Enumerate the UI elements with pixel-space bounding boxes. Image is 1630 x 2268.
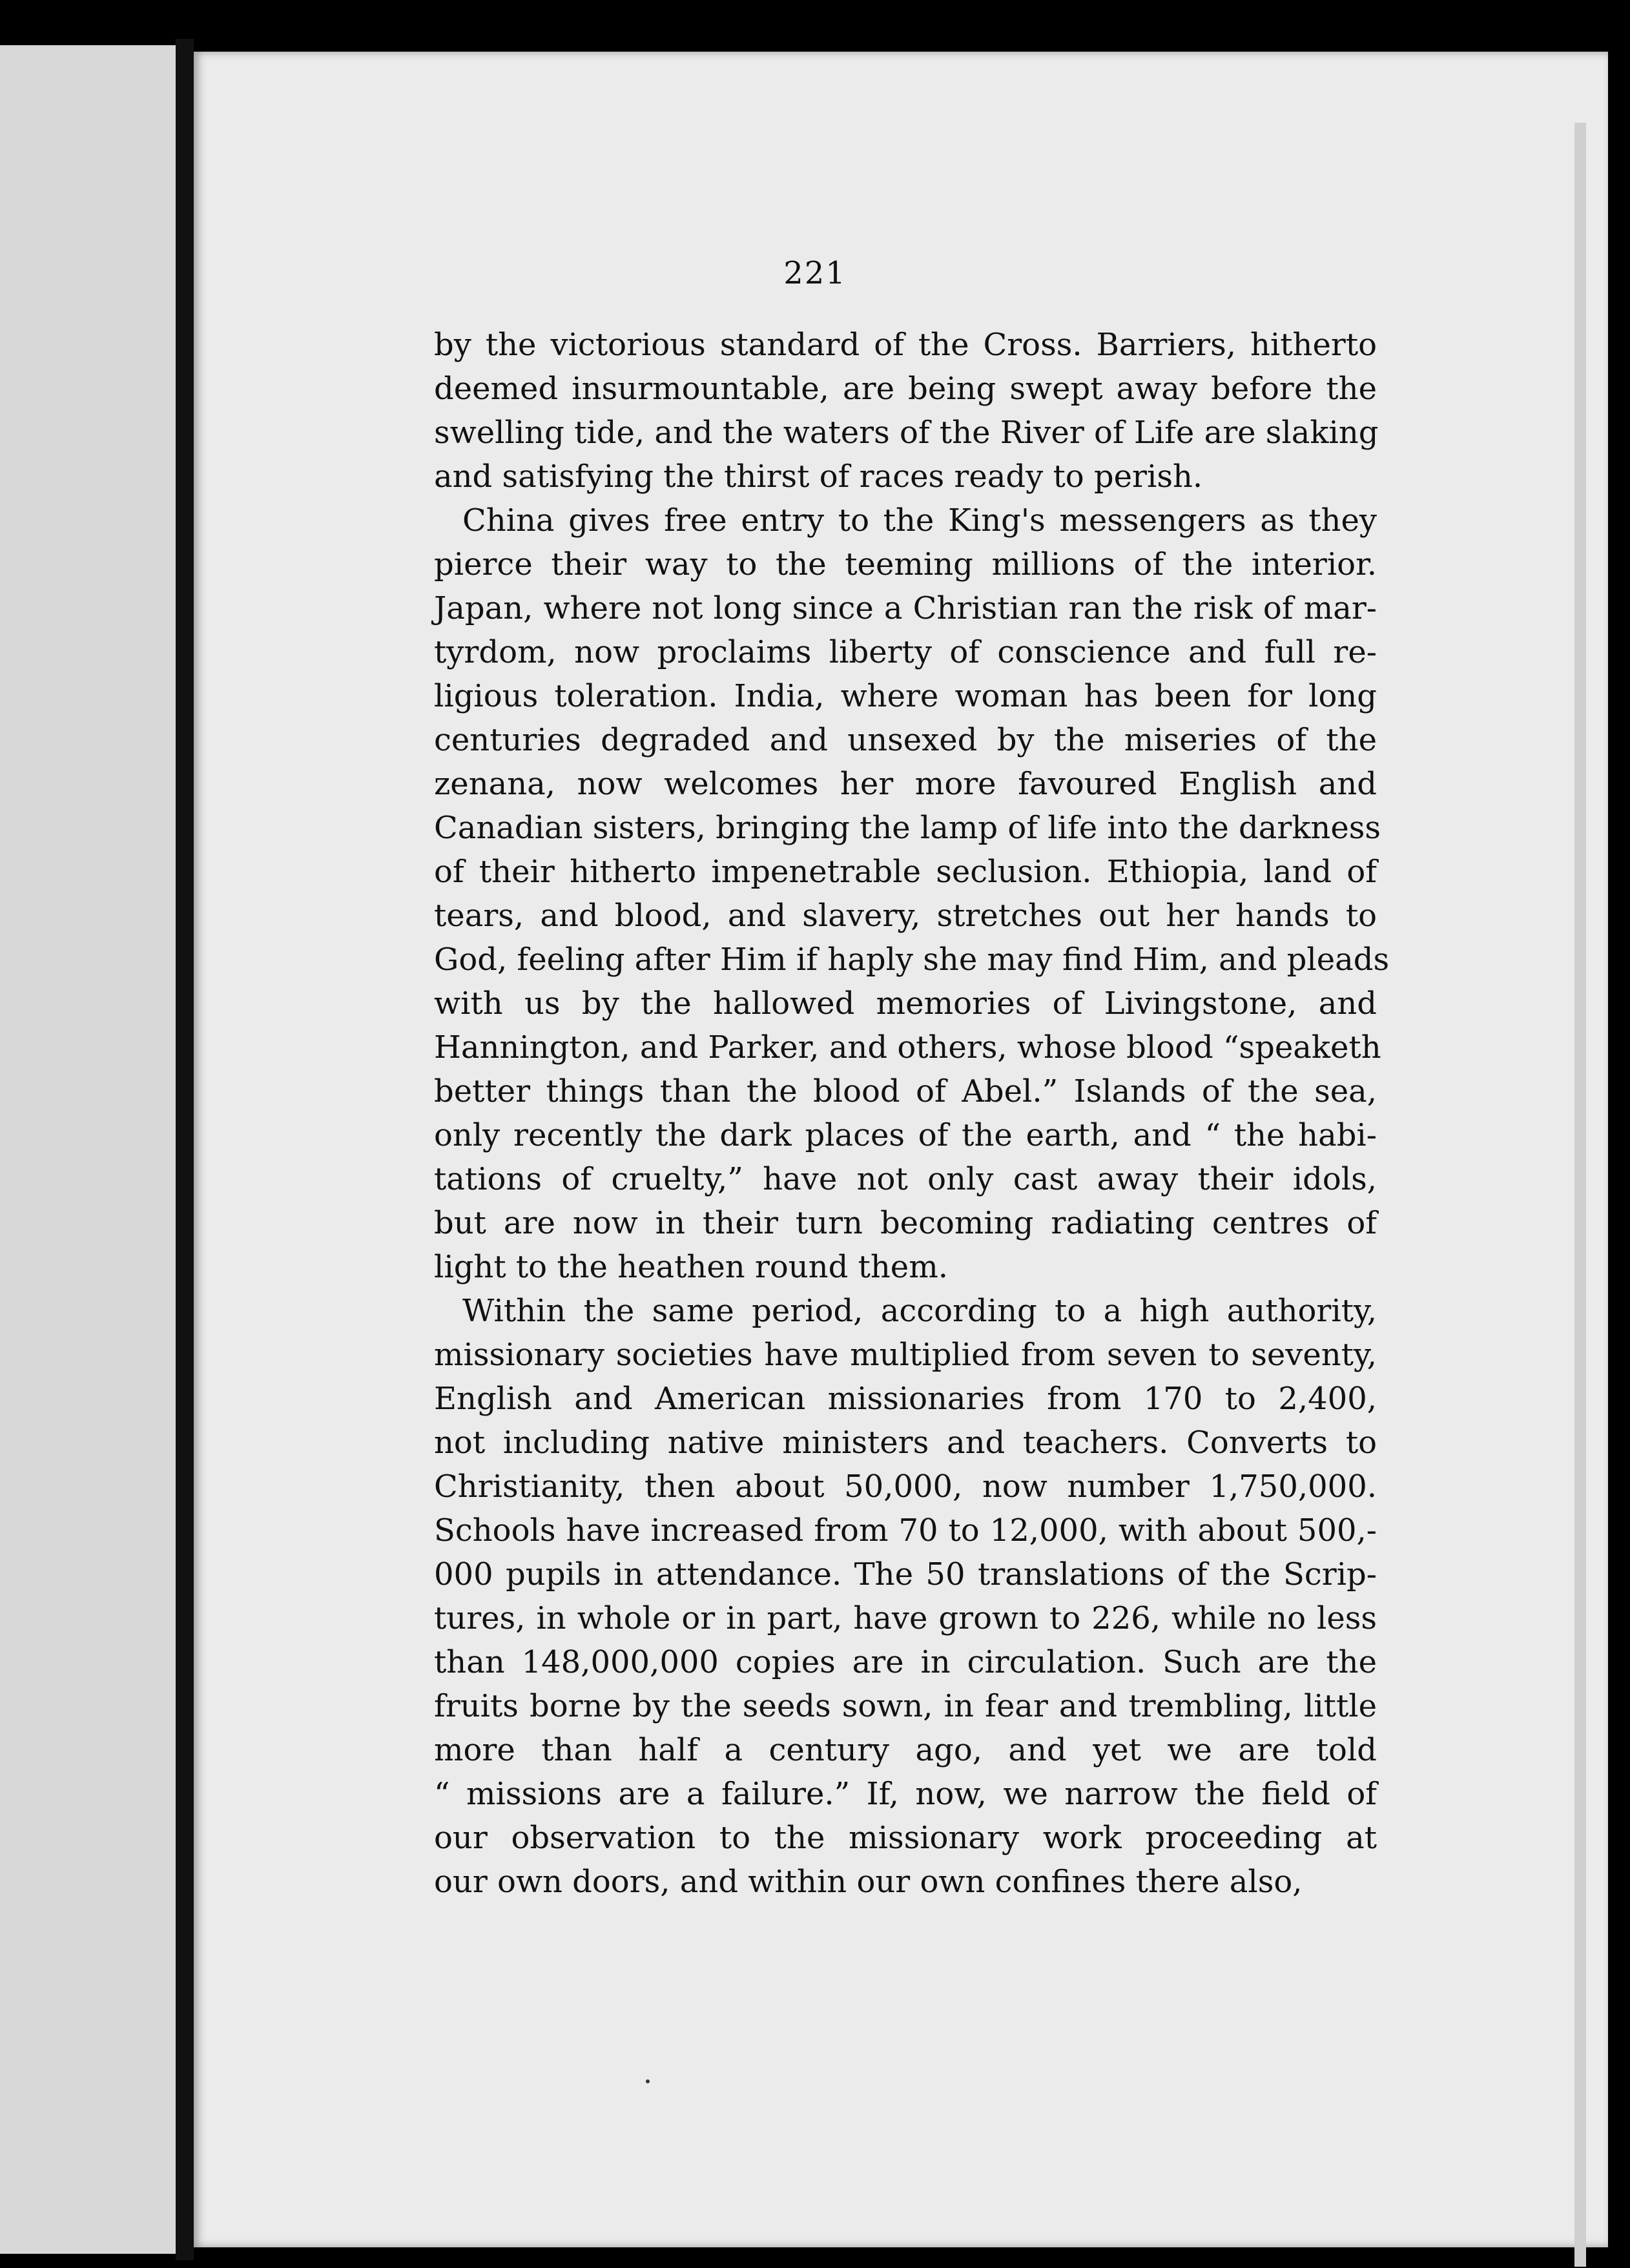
text-line: pierce their way to the teeming millions of the interior. [434, 546, 1377, 582]
text-line: 000 pupils in attendance. The 50 translations of the Scrip- [434, 1556, 1377, 1593]
text-line: only recently the dark places of the earth, and “ the habi- [434, 1117, 1377, 1153]
text-line: by the victorious standard of the Cross. Barriers, hitherto [434, 327, 1377, 363]
body-text [434, 323, 1390, 1904]
text-line: swelling tide, and the waters of the River of Life are slaking [434, 415, 1379, 451]
text-line: not including native ministers and teachers. Converts to [434, 1425, 1377, 1461]
text-line: Hannington, and Parker, and others, whose blood “speaketh [434, 1029, 1381, 1066]
paragraph-3 [434, 1289, 1377, 1904]
text-line: Japan, where not long since a Christian ran the risk of mar- [434, 590, 1377, 626]
text-line: tears, and blood, and slavery, stretches out her hands to [434, 898, 1377, 934]
text-line: fruits borne by the seeds sown, in fear and trembling, little [434, 1688, 1377, 1724]
text-line: ligious toleration. India, where woman has been for long [434, 678, 1377, 714]
text-line: “ missions are a failure.” If, now, we narrow the field of [434, 1776, 1377, 1812]
text-line: with us by the hallowed memories of Livingstone, and [434, 985, 1377, 1022]
text-line: our own doors, and within our own confines there also, [434, 1864, 1303, 1900]
text-line: and satisfying the thirst of races ready to perish. [434, 459, 1203, 495]
text-line: deemed insurmountable, are being swept away before the [434, 371, 1377, 407]
text-line: of their hitherto impenetrable seclusion. Ethiopia, land of [434, 854, 1377, 890]
text-line: God, feeling after Him if haply she may find Him, and pleads [434, 942, 1390, 978]
left-page-edge [0, 45, 176, 2254]
text-line: centuries degraded and unsexed by the miseries of the [434, 722, 1377, 758]
text-line: our observation to the missionary work proceeding at [434, 1820, 1377, 1856]
text-line: Within the same period, according to a high authority, [462, 1293, 1377, 1329]
text-line: light to the heathen round them. [434, 1249, 948, 1285]
text-line: better things than the blood of Abel.” Islands of the sea, [434, 1073, 1377, 1109]
text-line: China gives free entry to the King's messengers as they [462, 502, 1377, 539]
text-line: Schools have increased from 70 to 12,000, with about 500,- [434, 1512, 1377, 1549]
text-line: more than half a century ago, and yet we are told [434, 1732, 1377, 1768]
text-line: tations of cruelty,” have not only cast away their idols, [434, 1161, 1377, 1197]
binding-strip [176, 39, 194, 2260]
text-line: zenana, now welcomes her more favoured English and [434, 766, 1377, 802]
text-line: than 148,000,000 copies are in circulation. Such are the [434, 1644, 1377, 1680]
text-line: Christianity, then about 50,000, now number 1,750,000. [434, 1469, 1377, 1505]
right-page-edge [1574, 123, 1586, 2267]
page-number: 221 [783, 255, 847, 291]
text-line: missionary societies have multiplied from seven to seventy, [434, 1337, 1377, 1373]
ink-speck [646, 2079, 650, 2083]
text-line: tures, in whole or in part, have grown to 226, while no less [434, 1600, 1377, 1636]
text-line: but are now in their turn becoming radiating centres of [434, 1205, 1377, 1241]
paragraph-2 [434, 499, 1390, 1289]
text-line: English and American missionaries from 170 to 2,400, [434, 1381, 1377, 1417]
text-line: tyrdom, now proclaims liberty of conscience and full re- [434, 634, 1377, 670]
text-line: Canadian sisters, bringing the lamp of life into the darkness [434, 810, 1381, 846]
paragraph-1 [434, 323, 1377, 499]
